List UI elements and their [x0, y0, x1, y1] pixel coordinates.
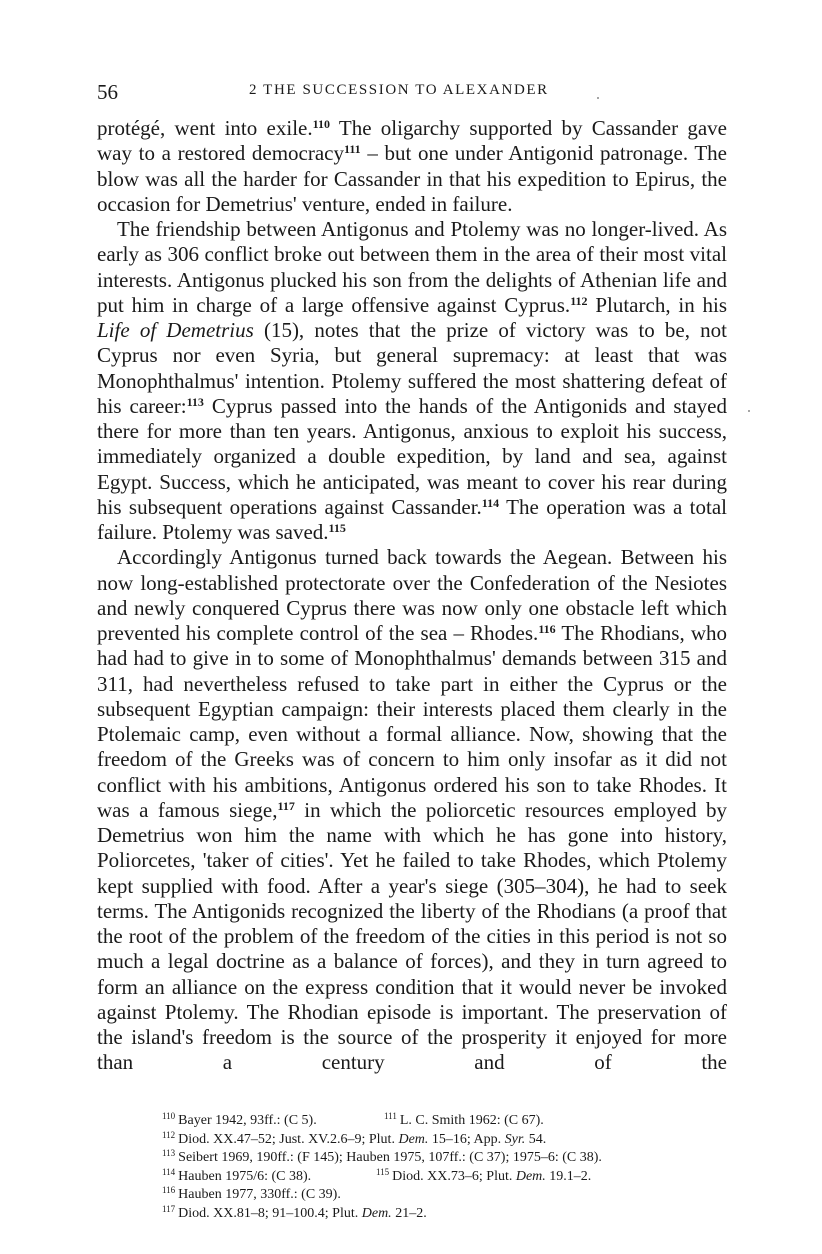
text-run: Seibert 1969, 190ff.: (F 145); Hauben 1975, 107ff.: (C 37); 1975–6: (C 38).	[178, 1150, 602, 1165]
page-header	[97, 80, 727, 104]
footnote-number: 116	[162, 1185, 176, 1195]
footnote-number: 115	[376, 1166, 390, 1177]
text-run: in which the poliorcetic resources employed by Demetrius won him the name with which he has gone into history, Poliorcetes, 'taker of cities'. Yet he failed to take Rhodes, which Ptolemy kept supplied with food. After a year's siege (305–304), he had to seek terms. The Antigonids recognized the liberty of the Rhodians (a proof that the root of the problem of the freedom of the cities in this period is not so much a legal doctrine as a balance of forces), and they in turn agreed to form an alliance on the express condition that it would never be invoked against Ptolemy. The Rhodian episode is important. The preservation of the island's freedom is the source of the prosperity it enjoyed for more than a century and of the	[97, 797, 728, 1075]
text-run: L. C. Smith 1962: (C 67).	[399, 1113, 544, 1128]
paragraph	[97, 545, 727, 1075]
footnote	[384, 1112, 544, 1131]
italic-title: Dem.	[361, 1205, 392, 1221]
footnote-reference: 111	[343, 142, 361, 157]
text-run: Bayer 1942, 93ff.: (C 5).	[178, 1113, 317, 1128]
running-head: 2 THE SUCCESSION TO ALEXANDER	[249, 82, 549, 98]
footnote-reference: 112	[570, 293, 588, 308]
footnote	[162, 1129, 547, 1147]
italic-title: Syr.	[504, 1131, 526, 1147]
stray-mark	[748, 410, 750, 412]
text-run: 19.1–2.	[545, 1168, 592, 1184]
text-run: Diod. XX.81–8; 91–100.4; Plut.	[178, 1205, 362, 1221]
footnote-reference: 117	[277, 798, 295, 813]
footnote-reference: 116	[538, 622, 556, 636]
footnote	[162, 1113, 317, 1128]
text-run: – but one under Antigonid patronage. The blow was all the harder for Cassander in that his expedition to Epirus, the occasion for Demetrius' venture, ended in failure.	[97, 141, 727, 216]
text-run: The oligarchy supported by Cassander gave way to a restored democracy	[97, 116, 727, 166]
footnote	[376, 1168, 591, 1187]
footnote	[162, 1166, 312, 1184]
footnote-reference: 110	[312, 117, 330, 131]
footnotes	[162, 1112, 732, 1223]
footnote-number: 113	[162, 1148, 176, 1158]
text-run: Accordingly Antigonus turned back towards the Aegean. Between his now long-established protectorate over the Confederation of the Nesiotes and newly conquered Cyprus there was now only one obstacle left which prevented his complete control of the sea – Rhodes.	[97, 545, 727, 645]
footnote-number: 111	[384, 1111, 397, 1121]
italic-title: Dem.	[398, 1131, 429, 1147]
text-run: The friendship between Antigonus and Ptolemy was no longer-lived. As early as 306 conflict broke out between them in the area of their most vital interests. Antigonus plucked his son from the delights of Athenian life and put him in charge of a large offensive against Cyprus.	[97, 217, 727, 317]
text-run: 54.	[525, 1131, 547, 1147]
text-run: Hauben 1975/6: (C 38).	[178, 1168, 312, 1184]
text-run: Hauben 1977, 330ff.: (C 39).	[178, 1187, 341, 1202]
text-run: (15), notes that the prize of victory was to be, not Cyprus nor even Syria, but general supremacy: at least that was Monophthalmus' intention. Ptolemy suffered the most shattering defeat of his career:	[97, 318, 727, 418]
text-run: Plutarch, in his	[587, 292, 728, 317]
footnote-number: 117	[162, 1203, 176, 1214]
text-run: The operation was a total failure. Ptolemy was saved.	[97, 494, 727, 544]
footnote	[162, 1203, 427, 1221]
footnote-number: 110	[162, 1111, 176, 1121]
footnote-line	[162, 1149, 732, 1168]
paragraph	[97, 116, 727, 217]
italic-title: Life of Demetrius	[97, 318, 254, 342]
footnote-reference: 114	[481, 495, 500, 510]
footnote-reference: 113	[186, 394, 204, 409]
footnote-number: 114	[162, 1166, 176, 1177]
text-run: Diod. XX.47–52; Just. XV.2.6–9; Plut.	[178, 1131, 399, 1147]
text-run: Diod. XX.73–6; Plut.	[392, 1168, 516, 1184]
page-number: 56	[97, 80, 118, 104]
footnote-line	[162, 1205, 732, 1224]
footnote-reference: 115	[328, 521, 346, 535]
text-run: Cyprus passed into the hands of the Antigonids and stayed there for more than ten years. Antigonus, anxious to exploit his success, immediately organized a double expedition, by land and sea, against Egypt. Success, which he anticipated, was meant to cover his rear during his subsequent operations against Cassander.	[97, 393, 727, 519]
footnote-line	[162, 1168, 732, 1187]
italic-title: Dem.	[515, 1168, 546, 1184]
footnote-line	[162, 1131, 732, 1150]
footnote-line	[162, 1112, 732, 1131]
text-run: The Rhodians, who had had to give in to some of Monophthalmus' demands between 315 and 311, had nevertheless refused to take part in either the Cyprus or the subsequent Egyptian campaign: their interests placed them clearly in the Ptolemaic camp, even without a formal alliance. Now, showing that the freedom of the Greeks was of concern to him only insofar as it did not conflict with his ambitions, Antigonus ordered his son to take Rhodes. It was a famous siege,	[97, 621, 727, 822]
footnote-line	[162, 1186, 732, 1205]
text-run: protégé, went into exile.	[97, 116, 313, 140]
footnote	[162, 1187, 341, 1202]
footnote	[162, 1150, 602, 1165]
text-run: 21–2.	[391, 1205, 427, 1221]
body-text	[97, 116, 727, 1076]
footnote-number: 112	[162, 1129, 176, 1140]
paragraph	[97, 217, 727, 545]
stray-mark	[597, 97, 599, 99]
text-run: 15–16; App.	[428, 1131, 505, 1147]
